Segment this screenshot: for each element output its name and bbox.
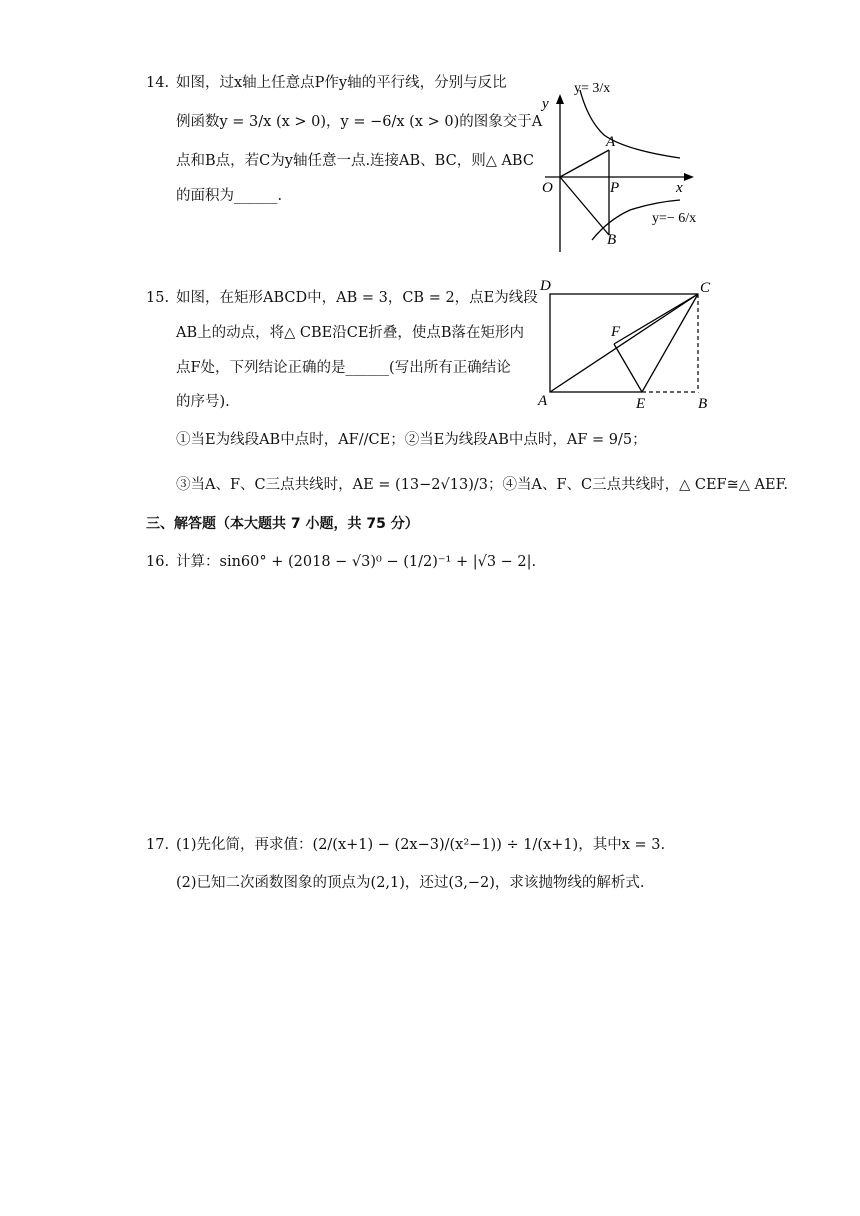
q15-line-2: AB上的动点，将△ CBE沿CE折叠，使点B落在矩形内	[176, 325, 525, 341]
q14-fig-point-b: B	[607, 232, 617, 248]
q14-figure	[530, 60, 730, 260]
q17-part-1: (1)先化简，再求值：(2/(x+1) − (2x−3)/(x²−1)) ÷ 1/(x+1)，其中x = 3.	[176, 837, 666, 853]
q17-part-2: (2)已知二次函数图象的顶点为(2,1)，还过(3,−2)，求该抛物线的解析式.	[176, 875, 645, 891]
q14-fig-point-a: A	[606, 134, 616, 150]
section3-heading: 三、解答题（本大题共 7 小题，共 75 分）	[146, 516, 419, 532]
q15-fig-a: A	[538, 393, 548, 409]
q14-line-4: 的面积为______.	[176, 188, 283, 204]
q14-fig-axis-x: x	[676, 180, 683, 196]
q14-fig-origin: O	[542, 180, 553, 196]
q16-text: 计算：sin60° + (2018 − √3)⁰ − (1/2)⁻¹ + |√3 − 2|.	[176, 554, 537, 570]
q15-options-1: ①当E为线段AB中点时，AF//CE；②当E为线段AB中点时，AF = 9/5；	[176, 432, 647, 448]
q14-number: 14.	[146, 75, 170, 91]
q15-fig-c: C	[700, 280, 711, 296]
q14-line-3: 点和B点，若C为y轴任意一点.连接AB、BC，则△ ABC	[176, 153, 534, 169]
q16-number: 16.	[146, 554, 170, 570]
q14-line-2: 例函数y = 3/x (x > 0)，y = −6/x (x > 0)的图象交于A	[176, 114, 543, 130]
q15-fig-d: D	[540, 278, 551, 294]
q15-figure	[530, 272, 730, 417]
q15-line-1: 如图，在矩形ABCD中，AB = 3，CB = 2，点E为线段	[176, 290, 538, 306]
q14-fig-y-bottom-label: y=− 6/x	[652, 211, 697, 226]
q15-line-4: 的序号).	[176, 394, 230, 410]
q15-fig-f: F	[611, 324, 621, 340]
q17-number: 17.	[146, 837, 170, 853]
q14-fig-y-top-label: y= 3/x	[574, 81, 611, 96]
q15-line-3: 点F处，下列结论正确的是______(写出所有正确结论	[176, 360, 511, 376]
q15-number: 15.	[146, 290, 170, 306]
q15-fig-b: B	[698, 396, 708, 412]
q15-fig-e: E	[636, 396, 646, 412]
q14-line-1: 如图，过x轴上任意点P作y轴的平行线，分别与反比	[176, 75, 507, 91]
q15-options-2: ③当A、F、C三点共线时，AE = (13−2√13)/3；④当A、F、C三点共线时，△ CEF≅△ AEF.	[176, 477, 788, 493]
q14-fig-axis-y: y	[542, 96, 549, 112]
q14-fig-point-p: P	[610, 180, 620, 196]
